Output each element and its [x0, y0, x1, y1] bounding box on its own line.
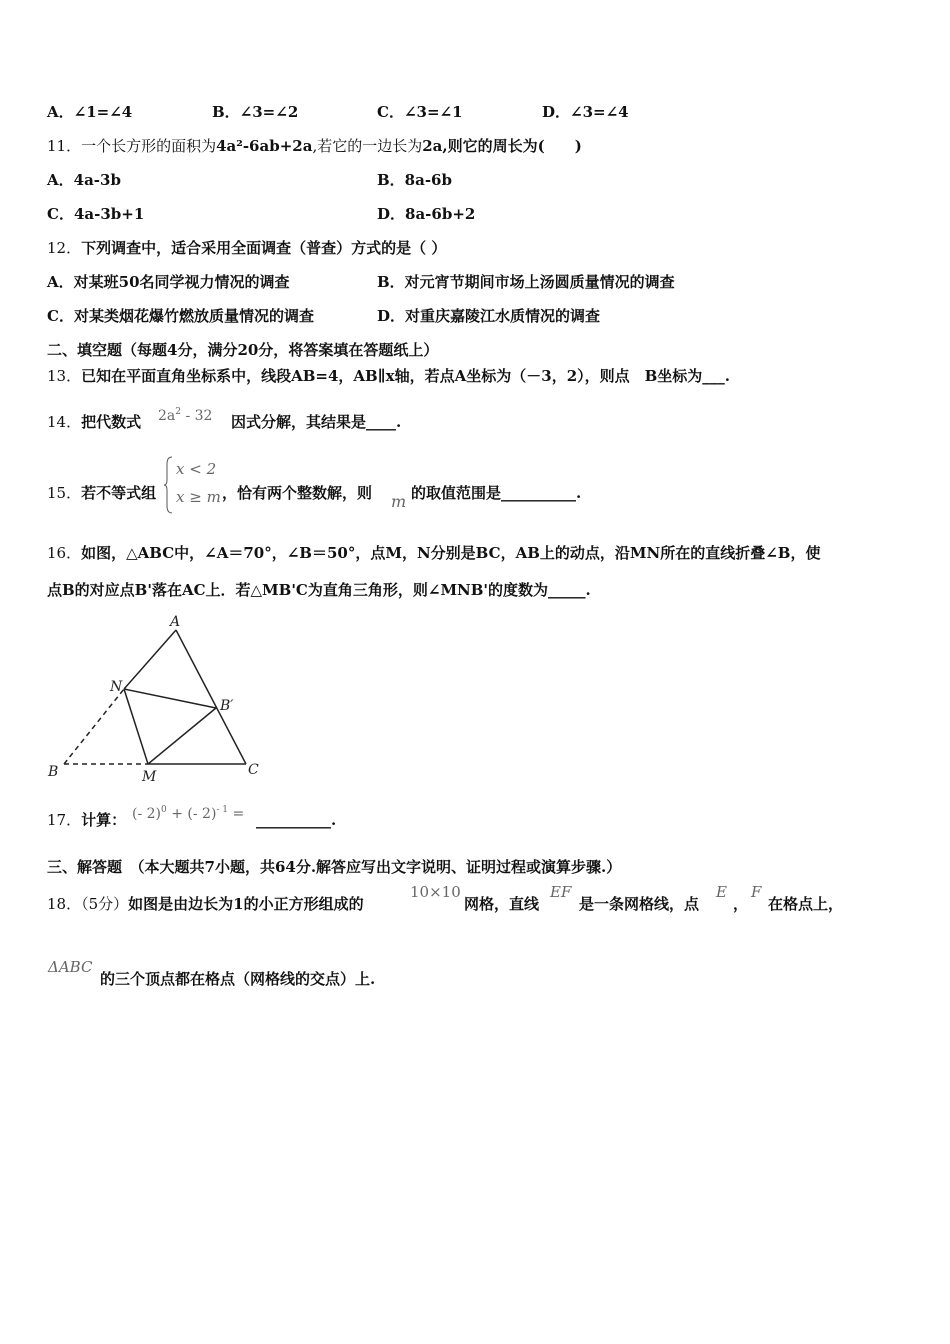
q10-option-c: C．∠3=∠1: [377, 103, 463, 121]
var-m: m: [391, 492, 407, 511]
q15-middle: ，恰有两个整数解，则: [222, 484, 373, 502]
label-a: A: [170, 614, 181, 630]
segment-nm: [124, 689, 148, 764]
question-14: 14．把代数式: [47, 413, 142, 431]
point-e: E: [716, 883, 727, 901]
question-16: 16．如图，△ABC中，∠A＝70°，∠B＝50°，点M，N分别是BC，AB上的动点，沿MN所在的直线折叠∠B，使: [47, 544, 821, 562]
q12-option-b: B．对元宵节期间市场上汤圆质量情况的调查: [377, 273, 675, 291]
grid-size: 10×10: [410, 883, 461, 901]
question-number: 11．: [47, 137, 82, 155]
section-2-heading: 二、填空题（每题4分，满分20分，将答案填在答题纸上）: [47, 341, 439, 359]
q11-option-b: B．8a-6b: [377, 171, 452, 189]
q17-answer-blank: __________.: [256, 811, 337, 829]
segment-nb-prime: [124, 689, 216, 708]
label-m: M: [142, 769, 157, 785]
q18-comma: ，: [733, 895, 749, 913]
question-15: 15．若不等式组: [47, 484, 157, 502]
segment-ac: [176, 630, 246, 764]
q14-expression: $2a^2 - 32$: [158, 407, 213, 424]
q10-option-d: D．∠3=∠4: [542, 103, 629, 121]
q18-text-c: 是一条网格线，点: [579, 895, 700, 913]
q15-tail: 的取值范围是__________.: [411, 484, 582, 502]
q12-option-a: A．对某班50名同学视力情况的调查: [47, 273, 290, 291]
point-f: F: [751, 883, 762, 901]
question-13: 13．已知在平面直角坐标系中，线段AB=4，AB∥x轴，若点A坐标为（－3，2），则点 B坐标为___.: [47, 367, 731, 385]
section-3-heading: 三、解答题 （本大题共7小题，共64分.解答应写出文字说明、证明过程或演算步骤.）: [47, 858, 622, 876]
q14-tail: 因式分解，其结果是____.: [231, 413, 402, 431]
area-expression: 4a²-6ab+2a: [216, 137, 313, 155]
q12-option-d: D．对重庆嘉陵江水质情况的调查: [377, 307, 601, 325]
q18-text-e: 的三个顶点都在格点（网格线的交点）上.: [100, 970, 376, 988]
segment-mb-prime: [148, 708, 216, 764]
left-brace: [164, 456, 174, 514]
q11-option-a: A．4a-3b: [47, 171, 121, 189]
triangle-figure: [40, 610, 280, 790]
q17-expression: (- 2)$^0$ + (- 2)$^{- 1}$ =: [132, 805, 245, 822]
q12-option-c: C．对某类烟花爆竹燃放质量情况的调查: [47, 307, 314, 325]
q18-text-b: 网格，直线: [464, 895, 540, 913]
q10-option-a: A．∠1=∠4: [47, 103, 133, 121]
triangle-abc: ΔABC: [48, 958, 93, 976]
question-18: 18．（5分）如图是由边长为1的小正方形组成的: [47, 895, 364, 913]
label-n: N: [110, 679, 123, 695]
q18-text-d: 在格点上，: [768, 895, 844, 913]
q11-option-d: D．8a-6b+2: [377, 205, 476, 223]
question-17: 17．计算：: [47, 811, 127, 829]
label-b-prime: B′: [220, 698, 234, 714]
segment-na: [124, 630, 176, 689]
line-ef: EF: [550, 883, 572, 901]
question-11: 11．一个长方形的面积为4a²-6ab+2a,若它的一边长为2a,则它的周长为( ): [47, 137, 582, 155]
q10-option-b: B．∠3=∠2: [212, 103, 299, 121]
inequality-2: x ≥ m: [176, 488, 221, 506]
question-16-line-2: 点B的对应点B'落在AC上．若△MB'C为直角三角形，则∠MNB'的度数为_____.: [47, 581, 591, 599]
dashed-bn: [64, 689, 124, 764]
inequality-1: x < 2: [176, 460, 217, 478]
q11-option-c: C．4a-3b+1: [47, 205, 145, 223]
label-c: C: [248, 762, 259, 778]
question-12: 12．下列调查中，适合采用全面调查（普查）方式的是（ ）: [47, 239, 447, 257]
label-b: B: [48, 764, 59, 780]
